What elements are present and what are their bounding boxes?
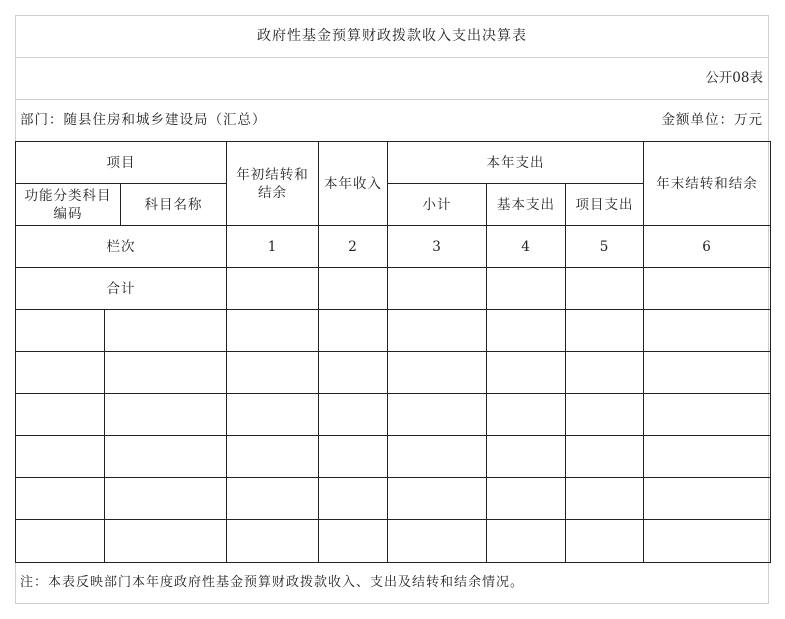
table-cell — [319, 478, 388, 520]
column-row-label: 栏次 — [16, 226, 227, 268]
table-cell — [487, 268, 566, 310]
table-cell — [319, 352, 388, 394]
column-number: 5 — [566, 226, 644, 268]
table-cell — [227, 478, 319, 520]
table-cell — [16, 310, 105, 352]
total-row — [16, 268, 771, 310]
column-number: 4 — [487, 226, 566, 268]
table-cell — [388, 394, 487, 436]
table-cell — [227, 352, 319, 394]
table-cell — [644, 310, 771, 352]
table-cell — [16, 352, 105, 394]
table-row — [16, 394, 771, 436]
table-cell — [388, 268, 487, 310]
table-cell — [319, 394, 388, 436]
table-cell — [16, 436, 105, 478]
column-number-row — [16, 226, 771, 268]
table-cell — [319, 310, 388, 352]
table-cell — [105, 478, 227, 520]
table-cell — [16, 520, 105, 563]
footnote: 注：本表反映部门本年度政府性基金预算财政拨款收入、支出及结转和结余情况。 — [20, 575, 525, 590]
table-cell — [388, 352, 487, 394]
table-row — [16, 436, 771, 478]
table-cell — [487, 394, 566, 436]
table-cell — [487, 520, 566, 563]
header-opening-balance-text: 年初结转和结余 — [236, 166, 309, 201]
column-number: 3 — [388, 226, 487, 268]
table-cell — [566, 520, 644, 563]
table-cell — [227, 520, 319, 563]
header-subject-name: 科目名称 — [121, 184, 227, 226]
total-label: 合计 — [16, 268, 227, 310]
table-row — [16, 352, 771, 394]
table-cell — [105, 520, 227, 563]
table-cell — [105, 394, 227, 436]
table-cell — [487, 478, 566, 520]
header-func-code-text: 功能分类科目编码 — [24, 187, 112, 222]
table-cell — [644, 268, 771, 310]
table-cell — [487, 352, 566, 394]
table-cell — [487, 310, 566, 352]
header-expenditure: 本年支出 — [388, 142, 644, 184]
table-cell — [16, 478, 105, 520]
table-cell — [388, 520, 487, 563]
header-income: 本年收入 — [319, 142, 388, 226]
table-cell — [227, 394, 319, 436]
table-cell — [566, 352, 644, 394]
table-cell — [388, 310, 487, 352]
table-row — [16, 520, 771, 563]
column-number: 6 — [644, 226, 771, 268]
table-cell — [566, 394, 644, 436]
table-cell — [644, 436, 771, 478]
table-cell — [566, 310, 644, 352]
table-cell — [16, 394, 105, 436]
table-cell — [105, 352, 227, 394]
form-number: 公开08表 — [705, 70, 763, 86]
table-cell — [227, 268, 319, 310]
table-cell — [388, 436, 487, 478]
table-row — [16, 478, 771, 520]
table-cell — [566, 436, 644, 478]
column-number: 1 — [227, 226, 319, 268]
table-cell — [644, 352, 771, 394]
header-project-exp: 项目支出 — [566, 184, 644, 226]
header-subtotal: 小计 — [388, 184, 487, 226]
divider — [15, 57, 769, 58]
table-cell — [227, 436, 319, 478]
table-cell — [319, 436, 388, 478]
table-cell — [319, 520, 388, 563]
table-cell — [227, 310, 319, 352]
table-cell — [644, 478, 771, 520]
table-cell — [644, 520, 771, 563]
table-cell — [105, 436, 227, 478]
report-title: 政府性基金预算财政拨款收入支出决算表 — [257, 28, 527, 44]
table-cell — [105, 310, 227, 352]
header-func-code — [16, 184, 121, 226]
header-project: 项目 — [16, 142, 227, 184]
table-cell — [319, 268, 388, 310]
budget-table — [15, 141, 771, 563]
table-cell — [644, 394, 771, 436]
column-number: 2 — [319, 226, 388, 268]
amount-unit: 金额单位：万元 — [661, 112, 763, 128]
table-cell — [487, 436, 566, 478]
department-label: 部门：随县住房和城乡建设局（汇总） — [20, 112, 267, 128]
table-row — [16, 310, 771, 352]
table-cell — [566, 478, 644, 520]
header-opening-balance — [227, 142, 319, 226]
table-cell — [566, 268, 644, 310]
header-basic-exp: 基本支出 — [487, 184, 566, 226]
header-closing-balance: 年末结转和结余 — [644, 142, 771, 226]
table-cell — [388, 478, 487, 520]
